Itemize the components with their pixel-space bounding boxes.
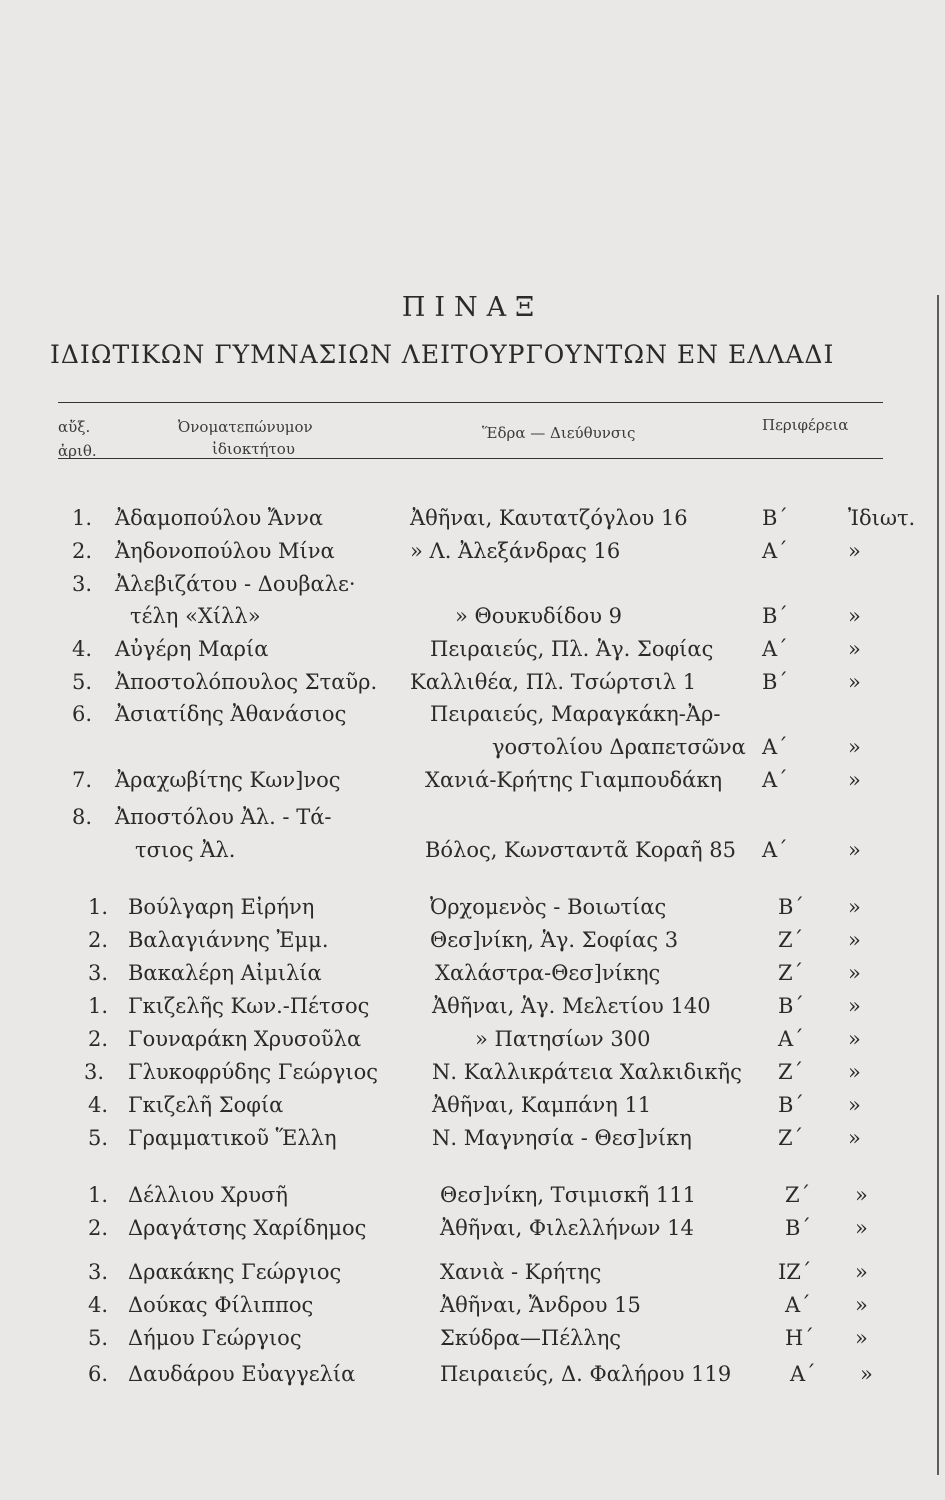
table-row	[0, 1326, 945, 1356]
row-address: Ν. Καλλικράτεια Χαλκιδικῆς	[432, 1060, 742, 1084]
table-row	[0, 805, 945, 835]
row-type: »	[848, 838, 861, 862]
row-address: Ν. Μαγνησία - Θεσ]νίκη	[432, 1126, 692, 1150]
row-address: Θεσ]νίκη, Τσιμισκῆ 111	[440, 1183, 696, 1207]
row-type: »	[855, 1326, 868, 1350]
row-type: »	[860, 1362, 873, 1386]
row-name: Ἀποστόλου Ἀλ. - Τά-	[115, 805, 332, 829]
row-address: Ἀθῆναι, Φιλελλήνων 14	[440, 1216, 694, 1240]
row-region: Ζ΄	[778, 961, 804, 985]
row-type: »	[848, 961, 861, 985]
row-number: 1.	[72, 506, 93, 530]
header-top-rule	[58, 402, 883, 403]
row-name: Δαυδάρου Εὐαγγελία	[128, 1362, 356, 1386]
row-type: »	[848, 928, 861, 952]
header-name-top: Ὀνοματεπώνυμον	[178, 418, 313, 436]
table-row	[0, 637, 945, 667]
table-row	[0, 1362, 945, 1392]
header-number-top: αὔξ.	[58, 418, 91, 436]
row-number: 2.	[88, 1027, 109, 1051]
row-address: Ἀθῆναι, Καυτατζόγλου 16	[410, 506, 688, 530]
row-number: 4.	[72, 637, 93, 661]
row-name: τσιος Ἀλ.	[135, 838, 236, 862]
row-number: 3.	[84, 1060, 105, 1084]
row-address: γοστολίου Δραπετσῶνα	[492, 735, 746, 759]
row-name: Γραμματικοῦ Ἕλλη	[128, 1126, 337, 1150]
row-name: Δήμου Γεώργιος	[128, 1326, 302, 1350]
row-number: 5.	[72, 670, 93, 694]
row-type: »	[848, 670, 861, 694]
document-title: ΠΙΝΑΞ	[401, 292, 544, 323]
table-row	[0, 539, 945, 569]
table-row	[0, 735, 945, 765]
row-region: Α΄	[762, 838, 788, 862]
row-number: 2.	[72, 539, 93, 563]
row-name: Ἀραχωβίτης Κων]νος	[115, 768, 341, 792]
row-type: »	[848, 1126, 861, 1150]
row-name: Ἀσιατίδης Ἀθανάσιος	[115, 702, 347, 726]
row-number: 3.	[88, 1260, 109, 1284]
row-type: »	[848, 637, 861, 661]
row-type: »	[855, 1183, 868, 1207]
row-number: 4.	[88, 1093, 109, 1117]
row-name: Ἀδαμοπούλου Ἄννα	[115, 506, 324, 530]
row-number: 7.	[72, 768, 93, 792]
row-address: Χανιὰ - Κρήτης	[440, 1260, 602, 1284]
row-address: Πειραιεύς, Δ. Φαλήρου 119	[440, 1362, 732, 1386]
row-type: Ἰδιωτ.	[848, 506, 916, 530]
table-row	[0, 928, 945, 958]
row-address: Χαλάστρα-Θεσ]νίκης	[435, 961, 661, 985]
row-address: Πειραιεύς, Μαραγκάκη-Ἀρ-	[430, 702, 721, 726]
document-subtitle: ΙΔΙΩΤΙΚΩΝ ΓΥΜΝΑΣΙΩΝ ΛΕΙΤΟΥΡΓΟΥΝΤΩΝ ΕΝ ΕΛΛΑΔΙ	[50, 340, 835, 369]
row-address: Βόλος, Κωνσταντᾶ Κοραῆ 85	[425, 838, 736, 862]
row-type: »	[848, 768, 861, 792]
row-region: Α΄	[762, 637, 788, 661]
row-number: 1.	[88, 895, 109, 919]
table-row	[0, 702, 945, 732]
row-region: Β΄	[762, 506, 788, 530]
row-address: Ἀθῆναι, Ἄνδρου 15	[440, 1293, 641, 1317]
row-name: τέλη «Χίλλ»	[130, 604, 261, 628]
row-region: Β΄	[762, 670, 788, 694]
row-name: Γλυκοφρύδης Γεώργιος	[128, 1060, 379, 1084]
row-number: 2.	[88, 928, 109, 952]
table-row	[0, 838, 945, 868]
row-name: Γκιζελῆ Σοφία	[128, 1093, 284, 1117]
row-address: Χανιά-Κρήτης Γιαμπουδάκη	[425, 768, 723, 792]
row-name: Αὐγέρη Μαρία	[115, 637, 269, 661]
row-name: Βούλγαρη Εἰρήνη	[128, 895, 315, 919]
row-address: Ὀρχομενὸς - Βοιωτίας	[430, 895, 667, 919]
row-type: »	[848, 895, 861, 919]
row-region: Η΄	[785, 1326, 814, 1350]
table-row	[0, 768, 945, 798]
row-type: »	[848, 994, 861, 1018]
row-number: 5.	[88, 1326, 109, 1350]
table-row	[0, 1126, 945, 1156]
row-region: Ζ΄	[785, 1183, 811, 1207]
row-region: Β΄	[785, 1216, 811, 1240]
header-name-bottom: ἰδιοκτήτου	[212, 440, 295, 458]
table-row	[0, 1183, 945, 1213]
row-name: Ἀποστολόπουλος Σταῦρ.	[115, 670, 378, 694]
row-name: Γουναράκη Χρυσοῦλα	[128, 1027, 362, 1051]
row-type: »	[855, 1293, 868, 1317]
row-number: 1.	[88, 1183, 109, 1207]
row-type: »	[848, 604, 861, 628]
table-row	[0, 1027, 945, 1057]
row-name: Γκιζελῆς Κων.-Πέτσος	[128, 994, 370, 1018]
row-address: Ἀθῆναι, Ἁγ. Μελετίου 140	[432, 994, 711, 1018]
table-row	[0, 572, 945, 602]
table-row	[0, 1260, 945, 1290]
row-address: » Λ. Ἀλεξάνδρας 16	[410, 539, 621, 563]
row-region: Α΄	[762, 768, 788, 792]
row-type: »	[855, 1216, 868, 1240]
table-row	[0, 1216, 945, 1246]
table-row	[0, 961, 945, 991]
row-address: Θεσ]νίκη, Ἁγ. Σοφίας 3	[430, 928, 679, 952]
table-row	[0, 506, 945, 536]
row-address: Ἀθῆναι, Καμπάνη 11	[432, 1093, 652, 1117]
row-number: 2.	[88, 1216, 109, 1240]
row-region: Ζ΄	[778, 928, 804, 952]
row-type: »	[855, 1260, 868, 1284]
row-address: Πειραιεύς, Πλ. Ἁγ. Σοφίας	[430, 637, 714, 661]
row-number: 6.	[72, 702, 93, 726]
row-name: Βαλαγιάννης Ἐμμ.	[128, 928, 329, 952]
row-region: Α΄	[762, 735, 788, 759]
row-number: 1.	[88, 994, 109, 1018]
table-row	[0, 1060, 945, 1090]
row-type: »	[848, 735, 861, 759]
header-region: Περιφέρεια	[762, 416, 849, 434]
row-address: Καλλιθέα, Πλ. Τσώρτσιλ 1	[410, 670, 697, 694]
row-region: Β΄	[778, 994, 804, 1018]
row-name: Βακαλέρη Αἰμιλία	[128, 961, 322, 985]
header-bottom-rule	[58, 458, 883, 459]
row-region: Β΄	[778, 895, 804, 919]
row-address: » Πατησίων 300	[475, 1027, 651, 1051]
table-row	[0, 1293, 945, 1323]
row-type: »	[848, 1027, 861, 1051]
row-number: 8.	[72, 805, 93, 829]
row-region: Α΄	[762, 539, 788, 563]
table-row	[0, 670, 945, 700]
row-type: »	[848, 1060, 861, 1084]
row-region: Α΄	[785, 1293, 811, 1317]
row-number: 5.	[88, 1126, 109, 1150]
row-name: Δραγάτσης Χαρίδημος	[128, 1216, 367, 1240]
row-address: Σκύδρα—Πέλλης	[440, 1326, 622, 1350]
row-address: » Θουκυδίδου 9	[455, 604, 623, 628]
table-row	[0, 994, 945, 1024]
row-number: 3.	[72, 572, 93, 596]
row-type: »	[848, 1093, 861, 1117]
row-region: Α΄	[778, 1027, 804, 1051]
row-region: Β΄	[778, 1093, 804, 1117]
header-address: Ἕδρα — Διεύθυνσις	[482, 424, 636, 442]
table-row	[0, 604, 945, 634]
row-number: 3.	[88, 961, 109, 985]
row-name: Ἀλεβιζάτου - Δουβαλε·	[115, 572, 356, 596]
row-region: Ζ΄	[778, 1126, 804, 1150]
row-name: Ἀηδονοπούλου Μίνα	[115, 539, 335, 563]
row-number: 6.	[88, 1362, 109, 1386]
row-number: 4.	[88, 1293, 109, 1317]
row-name: Δρακάκης Γεώργιος	[128, 1260, 342, 1284]
row-region: ΙΖ΄	[778, 1260, 812, 1284]
row-name: Δούκας Φίλιππος	[128, 1293, 314, 1317]
row-region: Ζ΄	[778, 1060, 804, 1084]
table-row	[0, 895, 945, 925]
table-row	[0, 1093, 945, 1123]
row-region: Α΄	[790, 1362, 816, 1386]
row-name: Δέλλιου Χρυσῆ	[128, 1183, 288, 1207]
row-region: Β΄	[762, 604, 788, 628]
header-number-bottom: ἀριθ.	[58, 442, 97, 460]
row-type: »	[848, 539, 861, 563]
